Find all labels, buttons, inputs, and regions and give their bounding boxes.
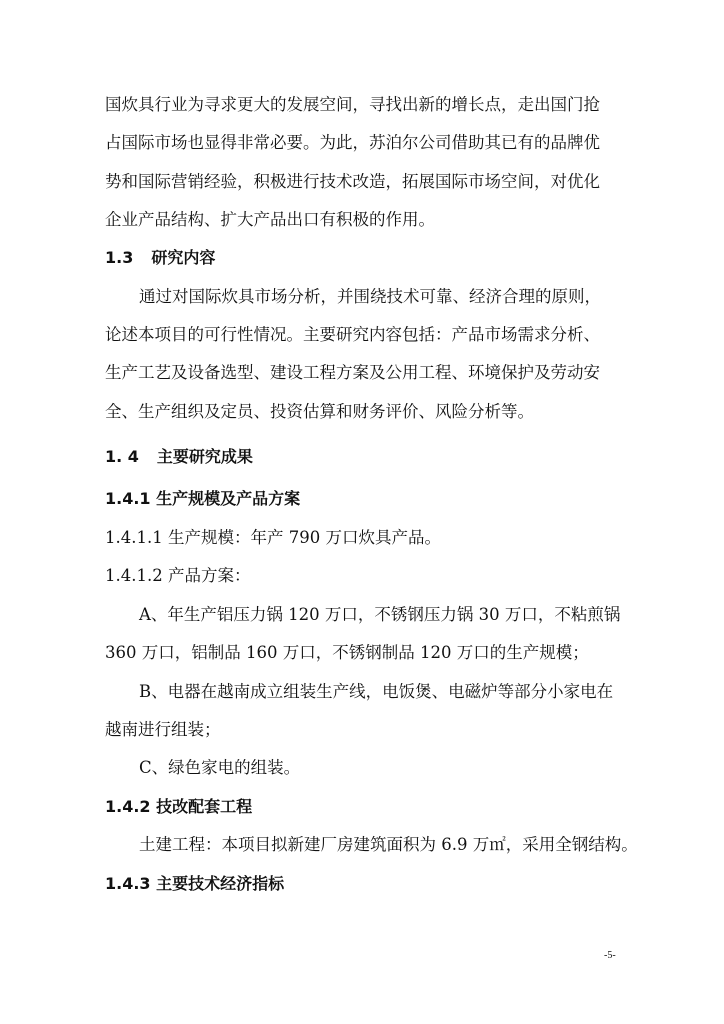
paragraph-line: 国炊具行业为寻求更大的发展空间，寻找出新的增长点，走出国门抢 [105,95,600,114]
heading-title: 产品方案： [167,566,251,585]
page-number: -5- [604,950,616,961]
construction-text: 土建工程：本项目拟新建厂房建筑面积为 6.9 万㎡，采用全钢结构。 [139,835,638,854]
list-item-b-cont: 越南进行组装； [105,720,221,739]
heading-number: 1.4.1.1 [105,528,163,547]
paragraph-line: 企业产品结构、扩大产品出口有积极的作用。 [105,210,435,229]
list-item-a: A、年生产铝压力锅 120 万口，不锈钢压力锅 30 万口，不粘煎锅 [139,605,621,624]
list-item-a-cont: 360 万口，铝制品 160 万口，不锈钢制品 120 万口的生产规模； [105,643,589,662]
paragraph-line: 生产工艺及设备选型、建设工程方案及公用工程、环境保护及劳动安 [105,363,600,382]
section-heading-1-4 [105,446,253,468]
section-heading-1-3 [105,247,215,269]
section-heading-1-4-3 [105,873,284,895]
heading-number: 1.4.3 [105,874,151,893]
heading-number: 1.4.2 [105,797,151,816]
heading-title: 生产规模：年产 790 万口炊具产品。 [167,528,441,547]
paragraph-line: 全、生产组织及定员、投资估算和财务评价、风险分析等。 [105,402,534,421]
heading-title: 主要技术经济指标 [156,874,285,893]
subsection-1-4-1-1 [105,527,441,549]
list-item-b: B、电器在越南成立组装生产线，电饭煲、电磁炉等部分小家电在 [139,682,614,701]
paragraph-line: 论述本项目的可行性情况。主要研究内容包括：产品市场需求分析、 [105,325,600,344]
section-heading-1-4-1 [105,488,300,510]
section-heading-1-4-2 [105,796,252,818]
heading-number: 1.4.1 [105,489,151,508]
heading-number: 1.4.1.2 [105,566,163,585]
heading-number: 1. 4 [105,447,139,466]
heading-title: 主要研究成果 [156,447,253,466]
paragraph-line: 势和国际营销经验，积极进行技术改造，拓展国际市场空间，对优化 [105,172,600,191]
subsection-1-4-1-2 [105,565,250,587]
heading-title: 研究内容 [151,248,216,267]
paragraph-line: 占国际市场也显得非常必要。为此，苏泊尔公司借助其已有的品牌优 [105,133,600,152]
heading-title: 生产规模及产品方案 [156,489,301,508]
heading-number: 1.3 [105,248,134,267]
paragraph-line: 通过对国际炊具市场分析，并围绕技术可靠、经济合理的原则， [139,287,601,306]
heading-title: 技改配套工程 [156,797,253,816]
list-item-c: C、绿色家电的组装。 [139,758,301,777]
